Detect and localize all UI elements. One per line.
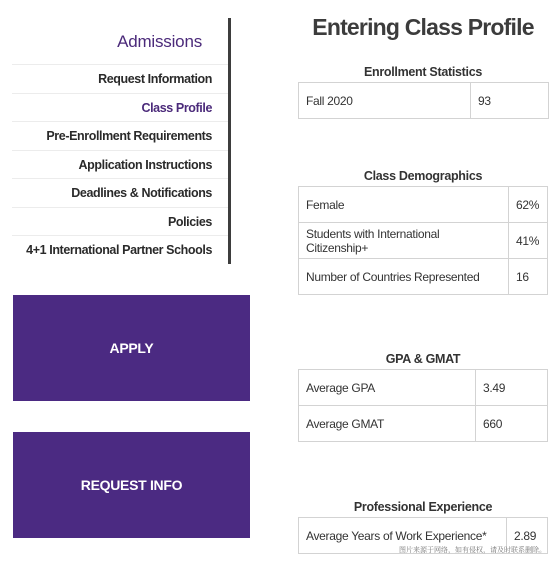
page-title: Entering Class Profile bbox=[312, 14, 534, 40]
table-row bbox=[299, 406, 548, 442]
table-row bbox=[299, 259, 548, 295]
enrollment-count-cell: 93 bbox=[471, 83, 549, 119]
sidebar-item-deadlines-notifications[interactable]: Deadlines & Notifications bbox=[12, 178, 228, 206]
countries-label-cell: Number of Countries Represented bbox=[299, 259, 509, 295]
sidebar-item-request-information[interactable]: Request Information bbox=[12, 64, 228, 92]
enrollment-section-title: Enrollment Statistics bbox=[363, 65, 483, 79]
table-row bbox=[299, 370, 548, 406]
work-experience-value-cell: 2.89 bbox=[507, 518, 548, 554]
table-row bbox=[299, 83, 549, 119]
watermark-text: 图片来源于网络，如有侵权，请及时联系删除。 bbox=[399, 547, 546, 554]
female-value-cell: 62% bbox=[509, 187, 548, 223]
enrollment-table bbox=[298, 82, 549, 119]
table-row bbox=[299, 223, 548, 259]
gpa-gmat-table bbox=[298, 369, 548, 442]
enrollment-term-cell: Fall 2020 bbox=[299, 83, 471, 119]
sidebar-item-policies[interactable]: Policies bbox=[12, 207, 228, 235]
table-row bbox=[299, 187, 548, 223]
gpa-label-cell: Average GPA bbox=[299, 370, 476, 406]
sidebar-item-class-profile[interactable]: Class Profile bbox=[12, 93, 228, 121]
admissions-sidebar bbox=[12, 18, 231, 264]
international-value-cell: 41% bbox=[509, 223, 548, 259]
gmat-value-cell: 660 bbox=[476, 406, 548, 442]
demographics-table bbox=[298, 186, 548, 295]
sidebar-title: Admissions bbox=[117, 32, 202, 51]
countries-value-cell: 16 bbox=[509, 259, 548, 295]
gpa-value-cell: 3.49 bbox=[476, 370, 548, 406]
work-experience-label-cell: Average Years of Work Experience* bbox=[299, 518, 507, 554]
sidebar-item-partner-schools[interactable]: 4+1 International Partner Schools bbox=[12, 235, 228, 263]
sidebar-item-pre-enrollment-requirements[interactable]: Pre-Enrollment Requirements bbox=[12, 121, 228, 149]
gpa-gmat-section-title: GPA & GMAT bbox=[385, 352, 461, 366]
international-label-cell: Students with International Citizenship+ bbox=[299, 223, 509, 259]
gmat-label-cell: Average GMAT bbox=[299, 406, 476, 442]
sidebar-item-application-instructions[interactable]: Application Instructions bbox=[12, 150, 228, 178]
apply-button[interactable]: APPLY bbox=[13, 295, 250, 401]
request-info-button[interactable]: REQUEST INFO bbox=[13, 432, 250, 538]
experience-section-title: Professional Experience bbox=[353, 500, 493, 514]
demographics-section-title: Class Demographics bbox=[363, 169, 483, 183]
female-label-cell: Female bbox=[299, 187, 509, 223]
